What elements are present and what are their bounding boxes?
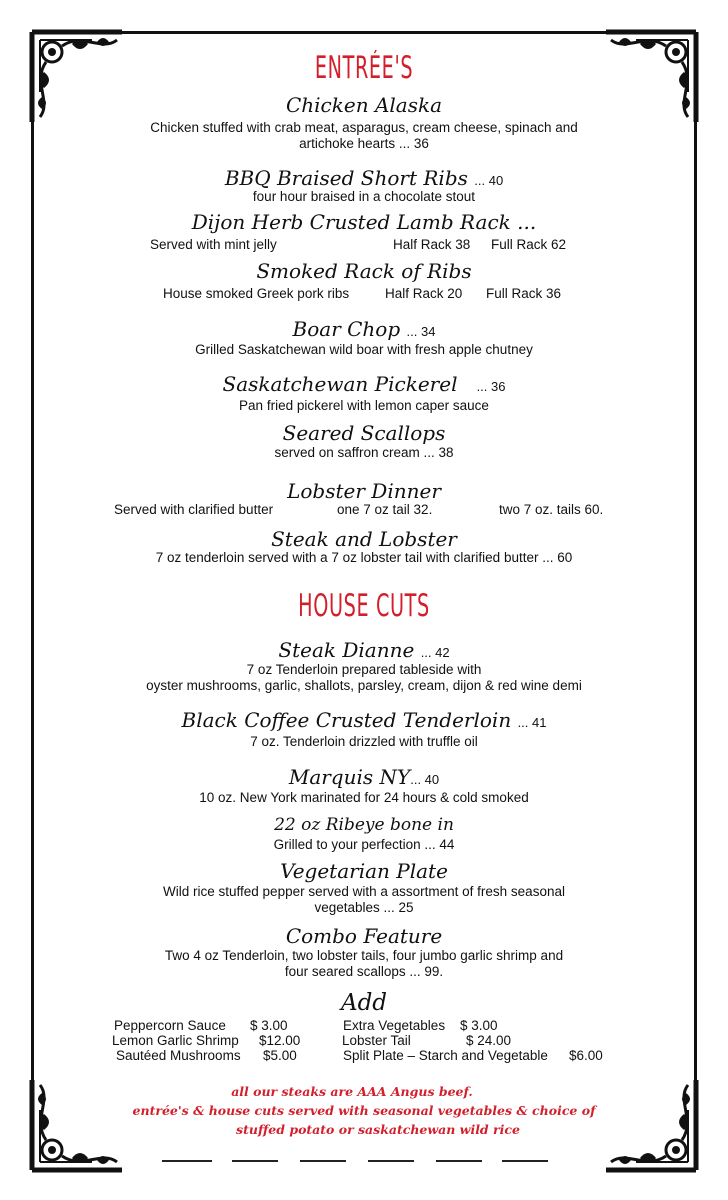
item-name-vegetarian: Vegetarian Plate [280, 859, 448, 883]
item-price-marquis-ny: ... 40 [410, 772, 440, 787]
item-desc-combo-2: four seared scallops ... 99. [284, 964, 444, 979]
entrees-title: ENTRÉE'S [314, 50, 414, 86]
item-desc-ribeye: Grilled to your perfection ... 44 [273, 837, 455, 852]
addon-shrimp-name: Lemon Garlic Shrimp [112, 1033, 239, 1048]
item-desc-marquis-ny: 10 oz. New York marinated for 24 hours & cold smoked [199, 790, 529, 805]
item-pickerel [0, 372, 728, 396]
item-name-lobster-dinner: Lobster Dinner [287, 479, 441, 503]
item-desc-vegetarian-1: Wild rice stuffed pepper served with a assortment of fresh seasonal [163, 884, 565, 899]
item-desc-steak-dianne-2: oyster mushrooms, garlic, shallots, parsley, cream, dijon & red wine demi [146, 678, 582, 693]
addon-peppercorn-price: $ 3.00 [250, 1018, 288, 1033]
addon-mushrooms-price: $5.00 [263, 1048, 297, 1063]
item-desc-scallops: served on saffron cream ... 38 [274, 445, 454, 460]
item-desc-boar-chop: Grilled Saskatchewan wild boar with fresh apple chutney [195, 342, 533, 357]
addon-split-plate-price: $6.00 [569, 1048, 603, 1063]
addon-lobster-tail-price: $ 24.00 [466, 1033, 512, 1048]
item-half-rack-ribs: Half Rack 20 [385, 286, 463, 301]
item-desc-vegetarian-2: vegetables ... 25 [314, 900, 414, 915]
item-name-boar-chop: Boar Chop [292, 317, 401, 341]
item-one-lobster-dinner: one 7 oz tail 32. [337, 502, 433, 517]
addon-vegetables-price: $ 3.00 [460, 1018, 498, 1033]
frame-top-line [108, 31, 620, 34]
footer-note-line-3: stuffed potato or saskatchewan wild rice [236, 1122, 520, 1137]
item-name-bbq-ribs: BBQ Braised Short Ribs [224, 166, 468, 190]
item-desc-chicken-alaska-1: Chicken stuffed with crab meat, asparagus, cream cheese, spinach and [150, 120, 578, 135]
item-price-black-coffee: ... 41 [517, 715, 547, 730]
item-name-chicken-alaska: Chicken Alaska [285, 93, 443, 117]
item-marquis-ny [0, 765, 728, 789]
item-desc-steak-dianne-1: 7 oz Tenderloin prepared tableside with [246, 662, 482, 677]
addon-shrimp-price: $12.00 [259, 1033, 301, 1048]
item-desc-bbq-ribs: four hour braised in a chocolate stout [252, 189, 476, 204]
bottom-dash-5 [436, 1160, 482, 1162]
addon-peppercorn-name: Peppercorn Sauce [114, 1018, 226, 1033]
add-title: Add [340, 990, 388, 1016]
item-name-ribeye: 22 oz Ribeye bone in [274, 815, 454, 835]
item-bbq-ribs [0, 166, 728, 190]
item-desc-steak-lobster: 7 oz tenderloin served with a 7 oz lobster tail with clarified butter ... 60 [155, 550, 573, 565]
bottom-dash-3 [300, 1160, 346, 1162]
house-cuts-title: HOUSE CUTS [298, 588, 430, 624]
item-full-rack-ribs: Full Rack 36 [486, 286, 562, 301]
item-name-steak-lobster: Steak and Lobster [271, 527, 457, 551]
item-boar-chop [0, 317, 728, 341]
item-desc-pickerel: Pan fried pickerel with lemon caper sauce [239, 398, 489, 413]
item-name-pickerel: Saskatchewan Pickerel [222, 372, 458, 396]
item-name-lamb-rack: Dijon Herb Crusted Lamb Rack ... [191, 210, 537, 234]
item-half-lamb-rack: Half Rack 38 [393, 237, 471, 252]
item-desc-lobster-dinner: Served with clarified butter [114, 502, 274, 517]
item-desc-lamb-rack: Served with mint jelly [150, 237, 277, 252]
item-steak-dianne [0, 638, 728, 662]
item-price-bbq-ribs: ... 40 [474, 173, 504, 188]
bottom-dash-4 [368, 1160, 414, 1162]
item-name-black-coffee: Black Coffee Crusted Tenderloin [181, 708, 512, 732]
item-full-lamb-rack: Full Rack 62 [491, 237, 567, 252]
addon-mushrooms-name: Sautéed Mushrooms [116, 1048, 241, 1063]
item-black-coffee [0, 708, 728, 732]
footer-note-line-1: all our steaks are AAA Angus beef. [231, 1084, 473, 1099]
item-price-steak-dianne: ... 42 [420, 645, 450, 660]
item-desc-black-coffee: 7 oz. Tenderloin drizzled with truffle oil [250, 734, 478, 749]
item-name-scallops: Seared Scallops [282, 421, 446, 445]
addon-vegetables-name: Extra Vegetables [343, 1018, 446, 1033]
item-name-rack-ribs: Smoked Rack of Ribs [256, 259, 472, 283]
bottom-dash-2 [232, 1160, 278, 1162]
addon-split-plate-name: Split Plate – Starch and Vegetable [343, 1048, 548, 1063]
item-desc-chicken-alaska-2: artichoke hearts ... 36 [299, 136, 429, 151]
item-price-pickerel: ... 36 [476, 379, 506, 394]
bottom-dash-1 [162, 1160, 212, 1162]
item-two-lobster-dinner: two 7 oz. tails 60. [499, 502, 604, 517]
item-name-marquis-ny: Marquis NY [288, 765, 411, 789]
item-name-combo: Combo Feature [285, 924, 443, 948]
item-desc-rack-ribs: House smoked Greek pork ribs [163, 286, 350, 301]
item-name-steak-dianne: Steak Dianne [278, 638, 415, 662]
footer-note-line-2: entrée's & house cuts served with seasonal vegetables & choice of [132, 1103, 596, 1118]
addon-lobster-tail-name: Lobster Tail [342, 1033, 411, 1048]
item-desc-combo-1: Two 4 oz Tenderloin, two lobster tails, four jumbo garlic shrimp and [164, 948, 564, 963]
bottom-dash-6 [502, 1160, 548, 1162]
item-price-boar-chop: ... 34 [406, 324, 436, 339]
